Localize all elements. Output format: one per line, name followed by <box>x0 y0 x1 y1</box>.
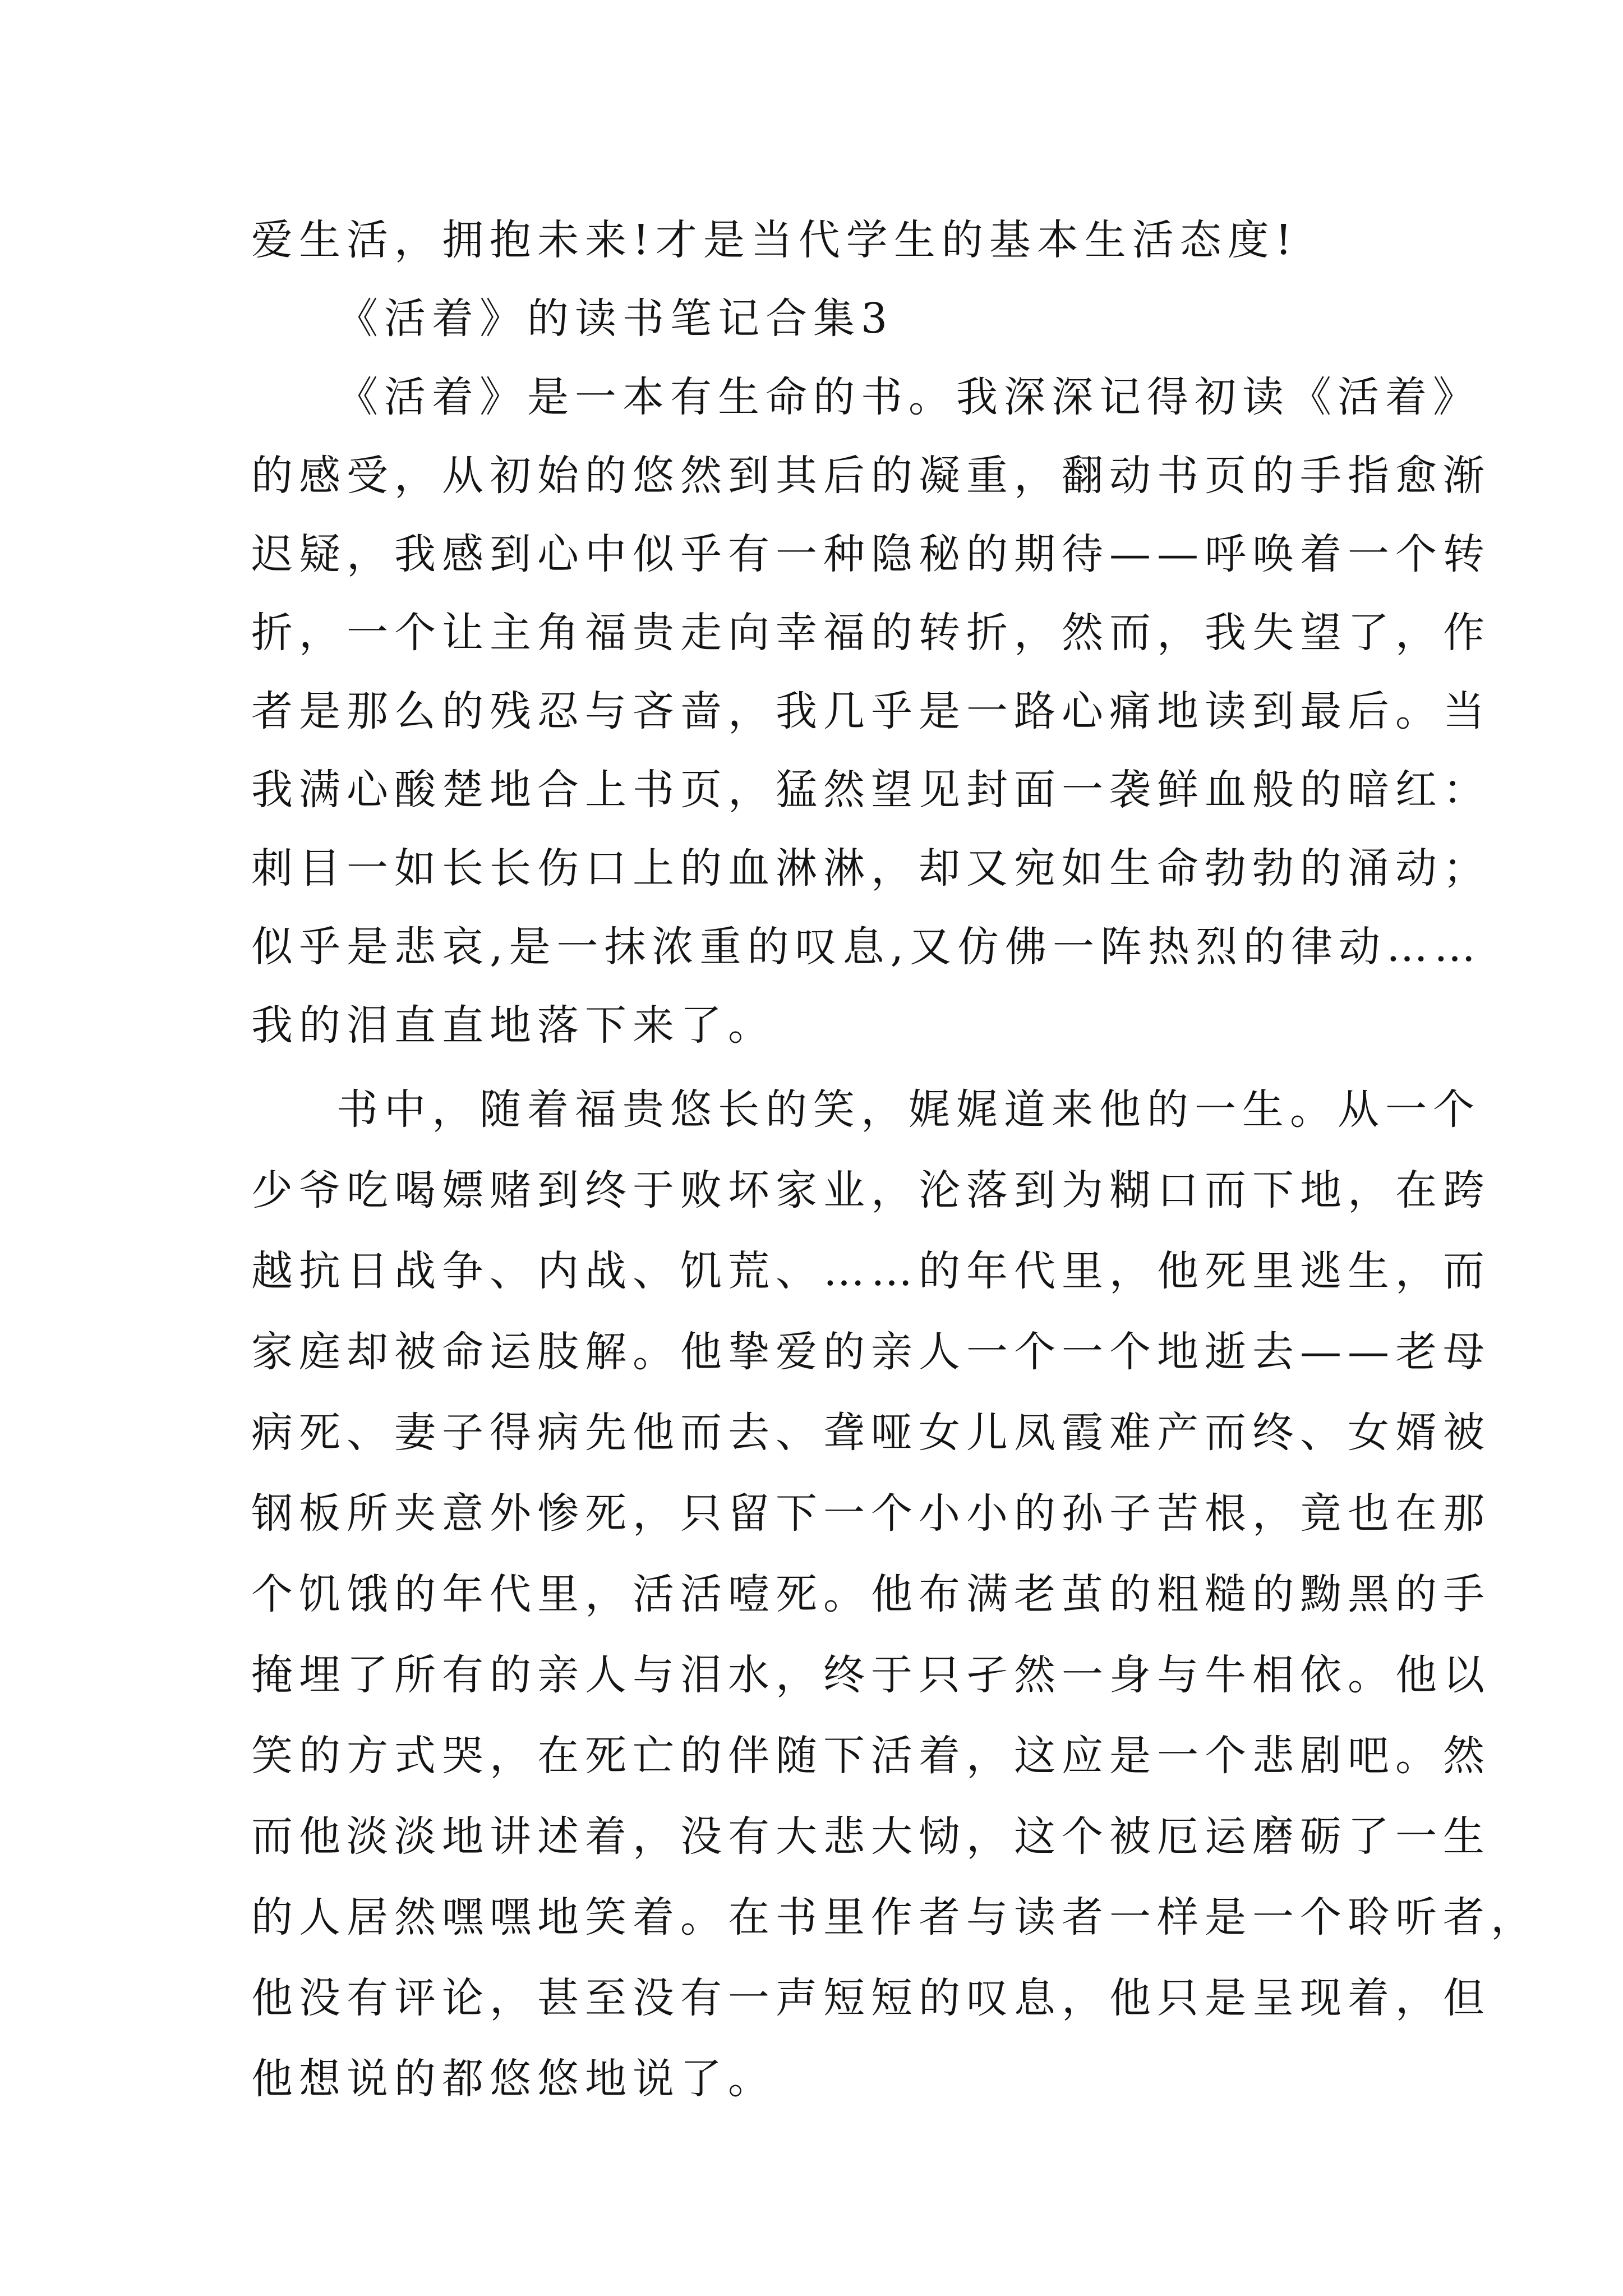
text-line: 他没有评论，甚至没有一声短短的叹息，他只是呈现着，但 <box>251 1974 1491 2022</box>
section-heading: 《活着》的读书笔记合集3 <box>336 295 894 343</box>
text-line: 掩埋了所有的亲人与泪水，终于只孑然一身与牛相依。他以 <box>251 1651 1491 1699</box>
text-line: 笑的方式哭，在死亡的伴随下活着，这应是一个悲剧吧。然 <box>251 1732 1491 1780</box>
text-line: 的人居然嘿嘿地笑着。在书里作者与读者一样是一个聆听者， <box>251 1893 1538 1941</box>
text-line: 我的泪直直地落下来了。 <box>251 1001 776 1050</box>
text-line: 钢板所夹意外惨死，只留下一个小小的孙子苦根，竟也在那 <box>251 1489 1491 1538</box>
text-line: 个饥饿的年代里，活活噎死。他布满老茧的粗糙的黝黑的手 <box>251 1570 1491 1618</box>
text-line: 他想说的都悠悠地说了。 <box>251 2055 776 2103</box>
text-line: 爱生活，拥抱未来!才是当代学生的基本生活态度! <box>251 216 1298 264</box>
text-line: 折，一个让主角福贵走向幸福的转折，然而，我失望了，作 <box>251 609 1491 657</box>
text-line: 似乎是悲哀,是一抹浓重的叹息,又仿佛一阵热烈的律动…… <box>251 923 1482 971</box>
text-line: 迟疑，我感到心中似乎有一种隐秘的期待——呼唤着一个转 <box>251 530 1491 578</box>
text-line: 家庭却被命运肢解。他挚爱的亲人一个一个地逝去——老母 <box>251 1328 1491 1376</box>
text-line: 病死、妻子得病先他而去、聋哑女儿凤霞难产而终、女婿被 <box>251 1409 1491 1457</box>
text-line: 《活着》是一本有生命的书。我深深记得初读《活着》 <box>336 373 1481 421</box>
text-line: 而他淡淡地讲述着，没有大悲大恸，这个被厄运磨砺了一生 <box>251 1812 1491 1861</box>
text-line: 我满心酸楚地合上书页，猛然望见封面一袭鲜血般的暗红： <box>251 766 1491 814</box>
text-line: 者是那么的残忍与吝啬，我几乎是一路心痛地读到最后。当 <box>251 687 1491 735</box>
text-line: 书中，随着福贵悠长的笑，娓娓道来他的一生。从一个 <box>336 1085 1481 1134</box>
text-line: 越抗日战争、内战、饥荒、……的年代里，他死里逃生，而 <box>251 1247 1491 1295</box>
text-line: 的感受，从初始的悠然到其后的凝重，翻动书页的手指愈渐 <box>251 452 1491 500</box>
text-line: 刺目一如长长伤口上的血淋淋，却又宛如生命勃勃的涌动； <box>251 844 1491 892</box>
text-line: 少爷吃喝嫖赌到终于败坏家业，沦落到为糊口而下地，在跨 <box>251 1166 1491 1214</box>
